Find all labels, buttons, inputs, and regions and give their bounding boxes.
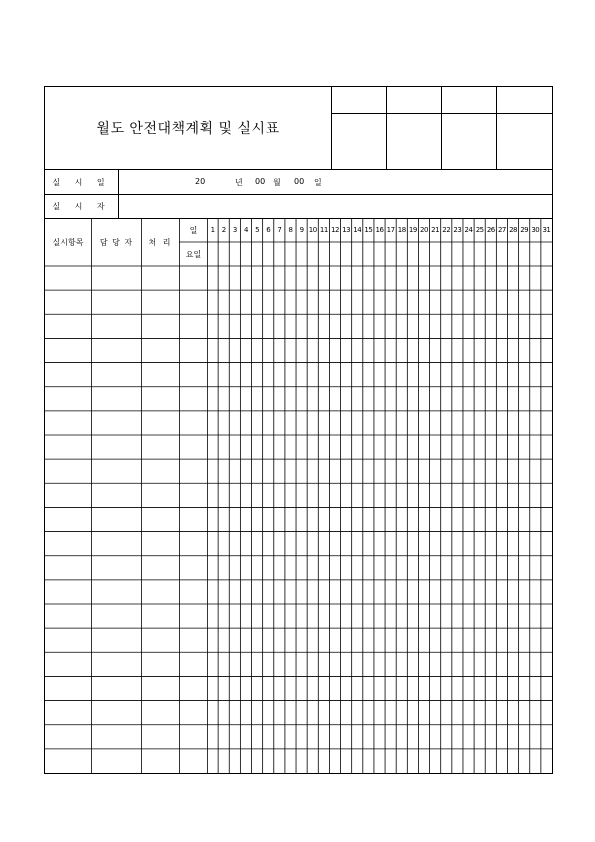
day-number-30: 30 xyxy=(531,226,540,234)
column-header-person: 담 당 자 xyxy=(99,237,134,247)
day-number-18: 18 xyxy=(397,226,406,234)
date-month-value: 00 xyxy=(255,177,266,186)
day-number-16: 16 xyxy=(375,226,384,234)
column-header-weekday: 요일 xyxy=(185,249,202,259)
day-number-24: 24 xyxy=(464,226,473,234)
column-header-day: 일 xyxy=(189,225,198,235)
day-number-20: 20 xyxy=(420,226,428,234)
safety-plan-form xyxy=(44,86,553,774)
day-number-12: 12 xyxy=(331,226,339,234)
date-year-prefix: 20 xyxy=(195,177,206,186)
date-month-unit: 월 xyxy=(273,178,281,187)
day-number-17: 17 xyxy=(386,226,395,234)
day-number-31: 31 xyxy=(542,226,551,234)
day-number-23: 23 xyxy=(453,226,462,234)
day-number-10: 10 xyxy=(308,226,317,234)
day-number-5: 5 xyxy=(255,226,260,234)
approval-sign-cell[interactable] xyxy=(497,114,552,169)
day-number-28: 28 xyxy=(509,226,517,234)
implementer-row xyxy=(45,194,552,219)
day-number-13: 13 xyxy=(342,226,351,234)
day-number-22: 22 xyxy=(442,226,451,234)
day-number-4: 4 xyxy=(243,226,248,234)
grid-lines xyxy=(45,218,552,773)
day-number-21: 21 xyxy=(431,226,440,234)
column-header-item: 실시항목 xyxy=(52,237,84,247)
day-number-29: 29 xyxy=(520,226,529,234)
approval-header-cell xyxy=(387,87,442,114)
day-number-25: 25 xyxy=(475,226,484,234)
implementation-date-label: 실 시 일 xyxy=(45,170,119,194)
day-number-7: 7 xyxy=(277,226,282,234)
day-number-11: 11 xyxy=(319,226,328,234)
day-number-1: 1 xyxy=(210,226,215,234)
implementation-date-field[interactable] xyxy=(119,170,552,194)
day-number-9: 9 xyxy=(299,226,304,234)
approval-header-cell xyxy=(442,87,497,114)
day-number-14: 14 xyxy=(353,226,362,234)
date-year-unit: 년 xyxy=(235,178,243,187)
date-day-value: 00 xyxy=(294,177,305,186)
approval-header-cell xyxy=(332,87,387,114)
implementation-date-row xyxy=(45,170,552,195)
date-day-unit: 일 xyxy=(314,178,322,187)
approval-header-cell xyxy=(497,87,552,114)
day-number-15: 15 xyxy=(364,226,373,234)
column-header-handling: 처 리 xyxy=(148,237,173,247)
schedule-grid xyxy=(45,218,552,773)
day-number-8: 8 xyxy=(288,226,293,234)
approval-sign-cell[interactable] xyxy=(387,114,442,169)
day-number-27: 27 xyxy=(497,226,506,234)
approval-box xyxy=(332,87,552,169)
day-number-6: 6 xyxy=(266,226,271,234)
implementer-field[interactable] xyxy=(119,194,552,218)
day-number-26: 26 xyxy=(486,226,495,234)
day-number-2: 2 xyxy=(221,226,226,234)
day-number-3: 3 xyxy=(232,226,237,234)
day-number-19: 19 xyxy=(408,226,417,234)
approval-sign-cell[interactable] xyxy=(332,114,387,169)
approval-sign-cell[interactable] xyxy=(442,114,497,169)
form-title: 월도 안전대책계획 및 실시표 xyxy=(45,87,332,169)
form-header xyxy=(45,87,552,170)
implementer-label: 실 시 자 xyxy=(45,194,119,218)
